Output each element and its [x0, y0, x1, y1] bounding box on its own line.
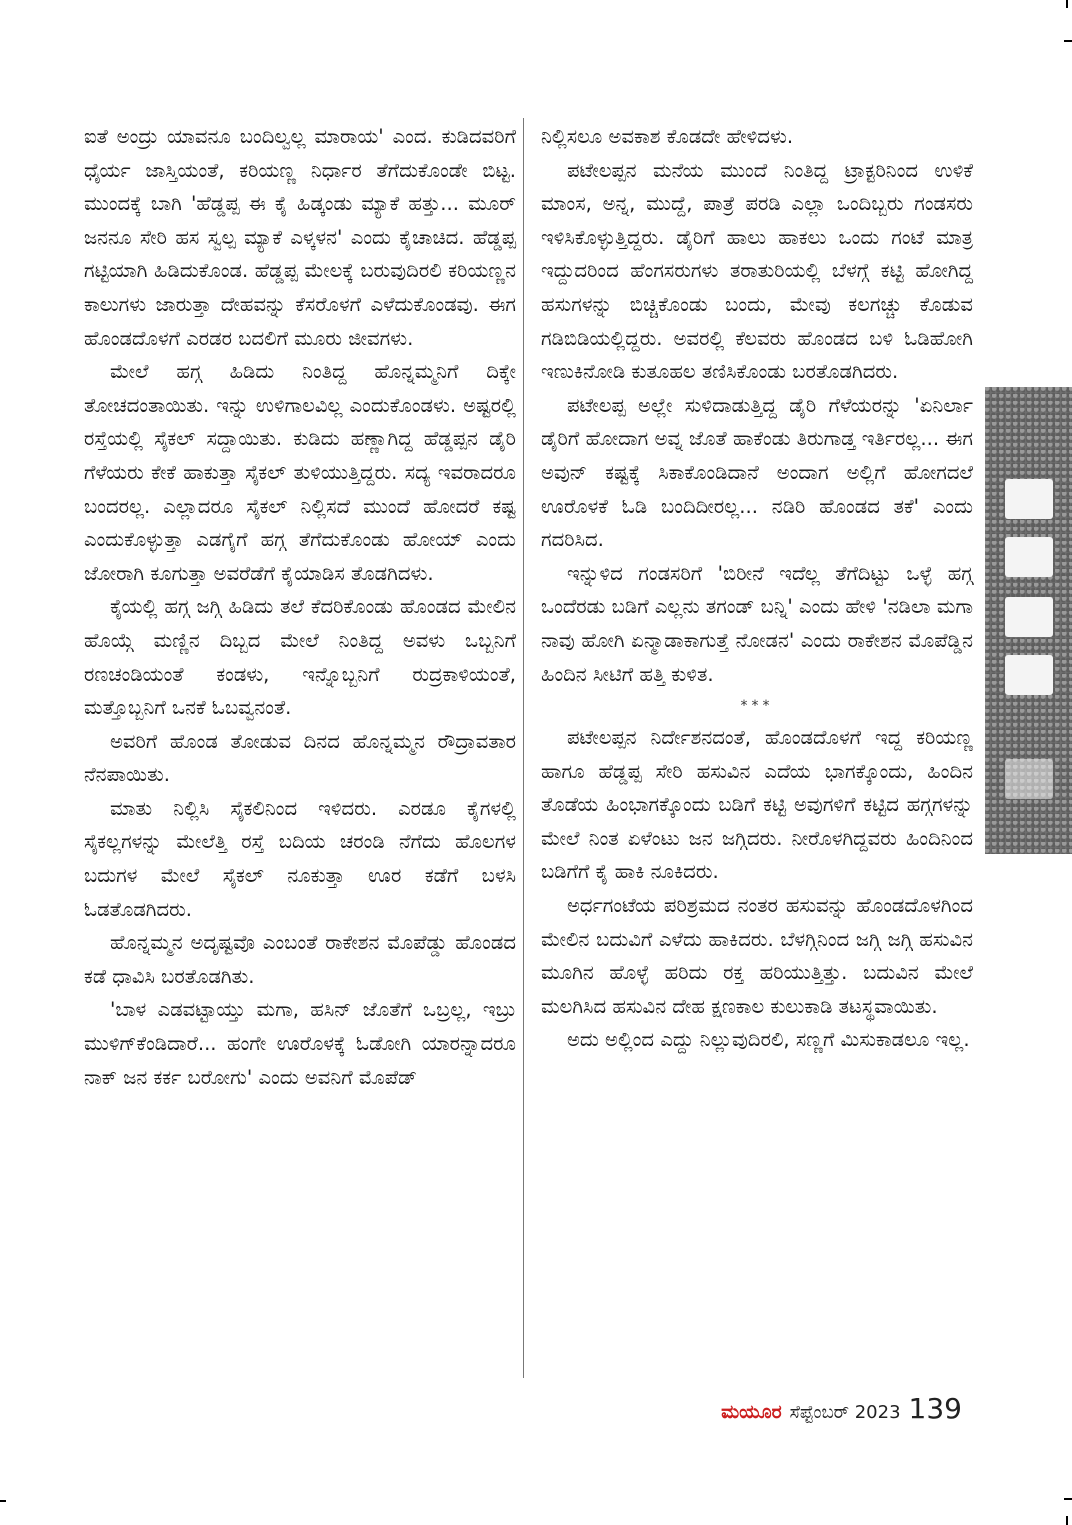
paragraph: ಐತೆ ಅಂದ್ರು ಯಾವನೂ ಬಂದಿಲ್ವಲ್ಲ ಮಾರಾಯ' ಎಂದ. ಕುಡಿದವರಿಗೆ ಧೈರ್ಯ ಜಾಸ್ತಿಯಂತೆ, ಕರಿಯಣ್ಣ ನಿರ್ಧಾರ ತೆಗೆದುಕೊಂಡೇ ಬಿಟ್ಟ. ಮುಂದಕ್ಕೆ ಬಾಗಿ 'ಹೆಡ್ಡಪ್ಪ ಈ ಕೈ ಹಿಡ್ಕಂಡು ಮ್ಯಾಕೆ ಹತ್ತು... ಮೂರ್ ಜನನೂ ಸೇರಿ ಹಸ ಸ್ವಲ್ಪ ಮ್ಯಾಕೆ ಎಳ್ಕಳನ' ಎಂದು ಕೈಚಾಚಿದ. ಹೆಡ್ಡಪ್ಪ ಗಟ್ಟಿಯಾಗಿ ಹಿಡಿದುಕೊಂಡ. ಹೆಡ್ಡಪ್ಪ ಮೇಲಕ್ಕೆ ಬರುವುದಿರಲಿ ಕರಿಯಣ್ಣನ ಕಾಲುಗಳು ಜಾರುತ್ತಾ ದೇಹವನ್ನು ಕೆಸರೊಳಗೆ ಎಳೆದುಕೊಂಡವು. ಈಗ ಹೊಂಡದೊಳಗೆ ಎರಡರ ಬದಲಿಗೆ ಮೂರು ಜೀವಗಳು. — [84, 125, 516, 350]
paragraph: ಅರ್ಧಗಂಟೆಯ ಪರಿಶ್ರಮದ ನಂತರ ಹಸುವನ್ನು ಹೊಂಡದೊಳಗಿಂದ ಮೇಲಿನ ಬದುವಿಗೆ ಎಳೆದು ಹಾಕಿದರು. ಬೆಳಗ್ಗಿನಿಂದ ಜಗ್ಗಿ ಜಗ್ಗಿ ಹಸುವಿನ ಮೂಗಿನ ಹೊಳ್ಳೆ ಹರಿದು ರಕ್ತ ಹರಿಯುತ್ತಿತ್ತು. ಬದುವಿನ ಮೇಲೆ ಮಲಗಿಸಿದ ಹಸುವಿನ ದೇಹ ಕ್ಷಣಕಾಲ ಕುಲುಕಾಡಿ ತಟಸ್ಥವಾಯಿತು. — [541, 894, 973, 1018]
paragraph: ಮೇಲೆ ಹಗ್ಗ ಹಿಡಿದು ನಿಂತಿದ್ದ ಹೊನ್ನಮ್ಮನಿಗೆ ದಿಕ್ಕೇ ತೋಚದಂತಾಯಿತು. ಇನ್ನು ಉಳಿಗಾಲವಿಲ್ಲ ಎಂದುಕೊಂಡಳು. ಅಷ್ಟರಲ್ಲಿ ರಸ್ತೆಯಲ್ಲಿ ಸೈಕಲ್ ಸದ್ದಾಯಿತು. ಕುಡಿದು ಹಣ್ಣಾಗಿದ್ದ ಹೆಡ್ಡಪ್ಪನ ಡೈರಿ ಗೆಳೆಯರು ಕೇಕೆ ಹಾಕುತ್ತಾ ಸೈಕಲ್ ತುಳಿಯುತ್ತಿದ್ದರು. ಸದ್ಯ ಇವರಾದರೂ ಬಂದರಲ್ಲ. ಎಲ್ಲಾದರೂ ಸೈಕಲ್ ನಿಲ್ಲಿಸದೆ ಮುಂದೆ ಹೋದರೆ ಕಷ್ಟ ಎಂದುಕೊಳ್ಳುತ್ತಾ ಎಡಗೈಗೆ ಹಗ್ಗ ತೆಗೆದುಕೊಂಡು ಹೋಯ್ ಎಂದು ಜೋರಾಗಿ ಕೂಗುತ್ತಾ ಅವರೆಡೆಗೆ ಕೈಯಾಡಿಸ ತೊಡಗಿದಳು. — [84, 360, 516, 585]
tab-notch — [1005, 537, 1053, 577]
tab-notch — [1005, 479, 1053, 519]
section-separator: *** — [740, 698, 774, 715]
paragraph: ಇನ್ನುಳಿದ ಗಂಡಸರಿಗೆ 'ಬಿರೀನೆ ಇದೆಲ್ಲ ತೆಗೆದಿಟ್ಟು ಒಳ್ಳೆ ಹಗ್ಗ ಒಂದೆರಡು ಬಡಿಗೆ ಎಲ್ಲನು ತಗಂಡ್ ಬನ್ನಿ' ಎಂದು ಹೇಳಿ 'ನಡಿಲಾ ಮಗಾ ನಾವು ಹೋಗಿ ಏನ್ಮಾಡಾಕಾಗುತ್ತೆ ನೋಡನ' ಎಂದು ರಾಕೇಶನ ಮೊಪೆಡ್ಡಿನ ಹಿಂದಿನ ಸೀಟಿಗೆ ಹತ್ತಿ ಕುಳಿತ. — [541, 561, 973, 686]
paragraph: ಅವರಿಗೆ ಹೊಂಡ ತೋಡುವ ದಿನದ ಹೊನ್ನಮ್ಮನ ರೌದ್ರಾವತಾರ ನೆನಪಾಯಿತು. — [84, 729, 516, 787]
tab-notch — [1005, 597, 1053, 637]
paragraph: ಹೊನ್ನಮ್ಮನ ಅದೃಷ್ಟವೊ ಎಂಬಂತೆ ರಾಕೇಶನ ಮೊಪೆಡ್ಡು ಹೊಂಡದ ಕಡೆ ಧಾವಿಸಿ ಬರತೊಡಗಿತು. — [84, 931, 516, 988]
paragraph: ಪಟೇಲಪ್ಪ ಅಲ್ಲೇ ಸುಳಿದಾಡುತ್ತಿದ್ದ ಡೈರಿ ಗೆಳೆಯರನ್ನು 'ಏನಿರ್ಲಾ ಡೈರಿಗೆ ಹೋದಾಗ ಅವ್ನ ಜೊತೆ ಹಾಕೆಂಡು ತಿರುಗಾಡ್ತ ಇರ್ತಿರಲ್ಲ... ಈಗ ಅವುನ್ ಕಷ್ಟಕ್ಕೆ ಸಿಕಾಕೊಂಡಿದಾನೆ ಅಂದಾಗ ಅಲ್ಲಿಗೆ ಹೋಗದಲೆ ಊರೊಳಕೆ ಓಡಿ ಬಂದಿದೀರಲ್ಲ... ನಡಿರಿ ಹೊಂಡದ ತಕೆ' ಎಂದು ಗದರಿಸಿದ. — [541, 393, 973, 552]
left-column — [84, 120, 516, 1094]
paragraph: ಪಟೇಲಪ್ಪನ ಮನೆಯ ಮುಂದೆ ನಿಂತಿದ್ದ ಟ್ರಾಕ್ಟರಿನಿಂದ ಉಳಿಕೆ ಮಾಂಸ, ಅನ್ನ, ಮುದ್ದೆ, ಪಾತ್ರೆ ಪರಡಿ ಎಲ್ಲಾ ಒಂದಿಬ್ಬರು ಗಂಡಸರು ಇಳಿಸಿಕೊಳ್ಳುತ್ತಿದ್ದರು. ಡೈರಿಗೆ ಹಾಲು ಹಾಕಲು ಒಂದು ಗಂಟೆ ಮಾತ್ರ ಇದ್ದುದರಿಂದ ಹೆಂಗಸರುಗಳು ತರಾತುರಿಯಲ್ಲಿ ಬೆಳಗ್ಗೆ ಕಟ್ಟಿ ಹೋಗಿದ್ದ ಹಸುಗಳನ್ನು ಬಿಚ್ಚಿಕೊಂಡು ಬಂದು, ಮೇವು ಕಲಗಚ್ಚು ಕೊಡುವ ಗಡಿಬಿಡಿಯಲ್ಲಿದ್ದರು. ಅವರಲ್ಲಿ ಕೆಲವರು ಹೊಂಡದ ಬಳಿ ಓಡಿಹೋಗಿ ಇಣುಕಿನೋಡಿ ಕುತೂಹಲ ತಣಿಸಿಕೊಂಡು ಬರತೊಡಗಿದರು. — [541, 158, 973, 384]
paragraph: ನಿಲ್ಲಿಸಲೂ ಅವಕಾಶ ಕೊಡದೇ ಹೇಳಿದಳು. — [541, 125, 794, 148]
column-divider — [523, 118, 524, 1378]
paragraph: ಪಟೇಲಪ್ಪನ ನಿರ್ದೇಶನದಂತೆ, ಹೊಂಡದೊಳಗೆ ಇದ್ದ ಕರಿಯಣ್ಣ ಹಾಗೂ ಹೆಡ್ಡಪ್ಪ ಸೇರಿ ಹಸುವಿನ ಎದೆಯ ಭಾಗಕ್ಕೊಂದು, ಹಿಂದಿನ ತೊಡೆಯ ಹಿಂಭಾಗಕ್ಕೊಂದು ಬಡಿಗೆ ಕಟ್ಟಿ ಅವುಗಳಿಗೆ ಕಟ್ಟಿದ ಹಗ್ಗಗಳನ್ನು ಮೇಲೆ ನಿಂತ ಏಳೆಂಟು ಜನ ಜಗ್ಗಿದರು. ನೀರೊಳಗಿದ್ದವರು ಹಿಂದಿನಿಂದ ಬಡಿಗೆಗೆ ಕೈ ಹಾಕಿ ನೂಕಿದರು. — [541, 726, 973, 884]
crop-mark — [1066, 0, 1068, 8]
right-column — [541, 120, 973, 1057]
paragraph: ಮಾತು ನಿಲ್ಲಿಸಿ ಸೈಕಲಿನಿಂದ ಇಳಿದರು. ಎರಡೂ ಕೈಗಳಲ್ಲಿ ಸೈಕಲ್ಲಗಳನ್ನು ಮೇಲೆತ್ತಿ ರಸ್ತೆ ಬದಿಯ ಚರಂಡಿ ನೆಗೆದು ಹೊಲಗಳ ಬದುಗಳ ಮೇಲೆ ಸೈಕಲ್ ನೂಕುತ್ತಾ ಊರ ಕಡೆಗೆ ಬಳಸಿ ಓಡತೊಡಗಿದರು. — [84, 796, 516, 921]
page-number: 139 — [908, 1392, 962, 1425]
crop-mark — [0, 1500, 6, 1502]
magazine-brand: ಮಯೂರ — [721, 1401, 782, 1423]
section-tab-marker — [985, 387, 1072, 854]
tab-notch — [1005, 655, 1053, 695]
crop-mark — [1066, 1516, 1068, 1525]
paragraph: ಅದು ಅಲ್ಲಿಂದ ಎದ್ದು ನಿಲ್ಲುವುದಿರಲಿ, ಸಣ್ಣಗೆ ಮಿಸುಕಾಡಲೂ ಇಲ್ಲ. — [567, 1028, 970, 1052]
tab-notch — [1005, 759, 1053, 799]
paragraph: ಕೈಯಲ್ಲಿ ಹಗ್ಗ ಜಗ್ಗಿ ಹಿಡಿದು ತಲೆ ಕೆದರಿಕೊಂಡು ಹೊಂಡದ ಮೇಲಿನ ಹೊಯ್ಗೆ ಮಣ್ಣಿನ ದಿಬ್ಬದ ಮೇಲೆ ನಿಂತಿದ್ದ ಅವಳು ಒಬ್ಬನಿಗೆ ರಣಚಂಡಿಯಂತೆ ಕಂಡಳು, ಇನ್ನೊಬ್ಬನಿಗೆ ರುದ್ರಕಾಳಿಯಂತೆ, ಮತ್ತೊಬ್ಬನಿಗೆ ಒನಕೆ ಓಬವ್ವನಂತೆ. — [84, 595, 516, 720]
paragraph: 'ಬಾಳ ಎಡವಟ್ಟಾಯ್ತು ಮಗಾ, ಹಸಿನ್ ಜೊತೆಗೆ ಒಬ್ರಲ್ಲ, ಇಬ್ರು ಮುಳಿಗ್‌ಕೆಂಡಿದಾರೆ... ಹಂಗೇ ಊರೊಳಕ್ಕೆ ಓಡೋಗಿ ಯಾರನ್ನಾದರೂ ನಾಕ್ ಜನ ಕರ್ಕ ಬರೋಗು' ಎಂದು ಅವನಿಗೆ ಮೊಪೆಡ್ — [84, 998, 516, 1089]
page-footer — [721, 1392, 962, 1425]
crop-mark — [1064, 40, 1072, 42]
issue-date: ಸೆಪ್ಟೆಂಬರ್ 2023 — [789, 1402, 901, 1423]
crop-mark — [1064, 1498, 1072, 1500]
